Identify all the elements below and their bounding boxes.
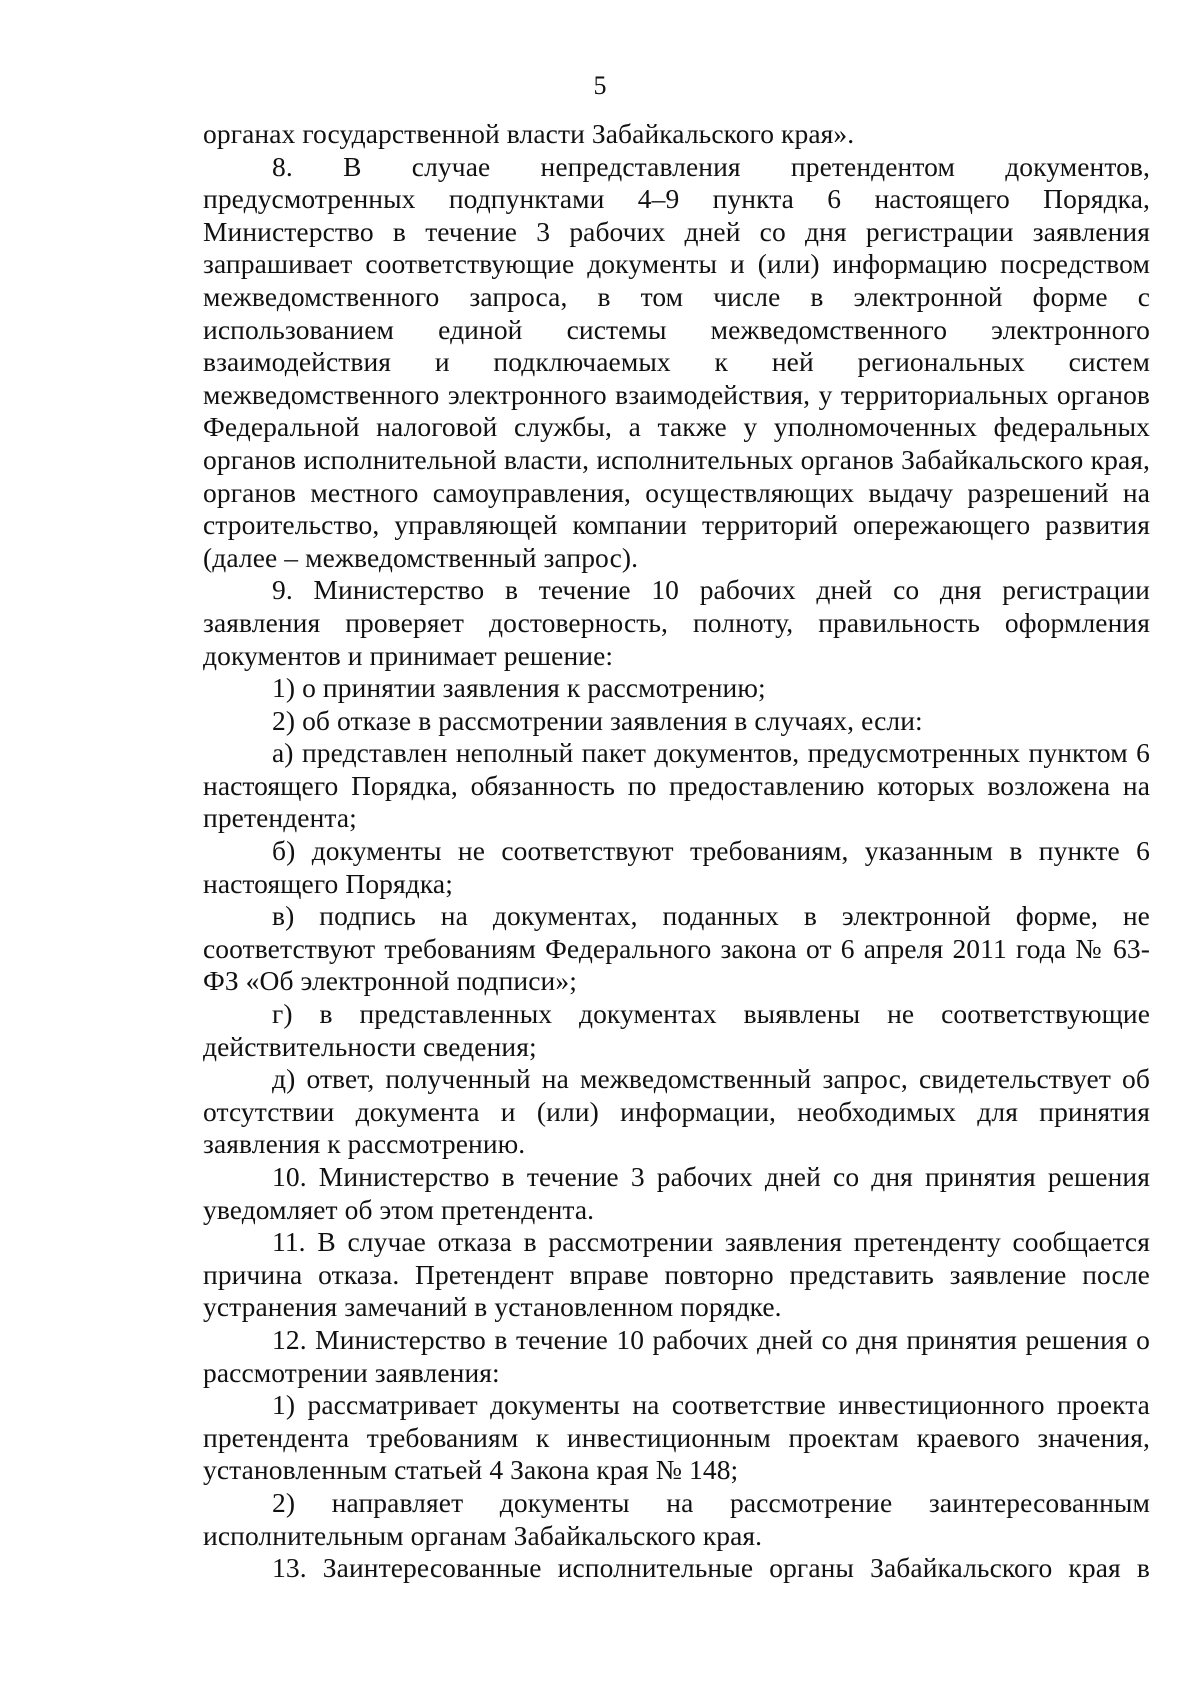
paragraph-item-9: 9. Министерство в течение 10 рабочих дней со дня регистрации заявления проверяет достоверность, полноту, правильность оформления документов и принимает решение:	[203, 574, 1150, 671]
paragraph-item-12: 12. Министерство в течение 10 рабочих дней со дня принятия решения о рассмотрении заявления:	[203, 1323, 1150, 1388]
paragraph-item-10: 10. Министерство в течение 3 рабочих дней со дня принятия решения уведомляет об этом претендента.	[203, 1161, 1150, 1225]
paragraph-subitem-9-2-g: г) в представленных документах выявлены не соответствующие действительности сведения;	[203, 998, 1150, 1062]
paragraph-item-13: 13. Заинтересованные исполнительные органы Забайкальского края в	[272, 1552, 1150, 1584]
paragraph-subitem-9-2-b: б) документы не соответствуют требованиям, указанным в пункте 6 настоящего Порядка;	[203, 835, 1150, 899]
page-number: 5	[593, 71, 607, 100]
paragraph-subitem-9-1: 1) о принятии заявления к рассмотрению;	[272, 672, 766, 704]
paragraph-subitem-9-2: 2) об отказе в рассмотрении заявления в случаях, если:	[272, 704, 923, 736]
paragraph-subitem-12-1: 1) рассматривает документы на соответствие инвестиционного проекта претендента требованиям к инвестиционным проектам краевого значения, установленным статьей 4 Закона края № 148;	[203, 1389, 1150, 1486]
paragraph-subitem-9-2-d: д) ответ, полученный на межведомственный запрос, свидетельствует об отсутствии документа и (или) информации, необходимых для принятия заявления к рассмотрению.	[203, 1063, 1150, 1160]
document-body	[203, 118, 1150, 1585]
paragraph-subitem-12-2: 2) направляет документы на рассмотрение заинтересованным исполнительным органам Забайкальского края.	[203, 1486, 1150, 1551]
paragraph-subitem-9-2-v: в) подпись на документах, поданных в электронной форме, не соответствуют требованиям Федерального закона от 6 апреля 2011 года № 63-ФЗ «Об электронной подписи»;	[203, 900, 1150, 997]
paragraph-continuation: органах государственной власти Забайкальского края».	[203, 118, 855, 149]
paragraph-item-11: 11. В случае отказа в рассмотрении заявления претенденту сообщается причина отказа. Претендент вправе повторно представить заявление после устранения замечаний в установленном порядке.	[203, 1226, 1150, 1323]
paragraph-subitem-9-2-a: а) представлен неполный пакет документов, предусмотренных пунктом 6 настоящего Порядка, обязанность по предоставлению которых возложена на претендента;	[203, 737, 1150, 834]
paragraph-item-8: 8. В случае непредставления претендентом документов, предусмотренных подпунктами 4–9 пункта 6 настоящего Порядка, Министерство в течение 3 рабочих дней со дня регистрации заявления запрашивает соответствующие документы и (или) информацию посредством межведомственного запроса, в том числе в электронной форме с использованием единой системы межведомственного электронного взаимодействия и подключаемых к ней региональных систем межведомственного электронного взаимодействия, у территориальных органов Федеральной налоговой службы, а также у уполномоченных федеральных органов исполнительной власти, исполнительных органов Забайкальского края, органов местного самоуправления, осуществляющих выдачу разрешений на строительство, управляющей компании территорий опережающего развития (далее – межведомственный запрос).	[203, 150, 1150, 573]
